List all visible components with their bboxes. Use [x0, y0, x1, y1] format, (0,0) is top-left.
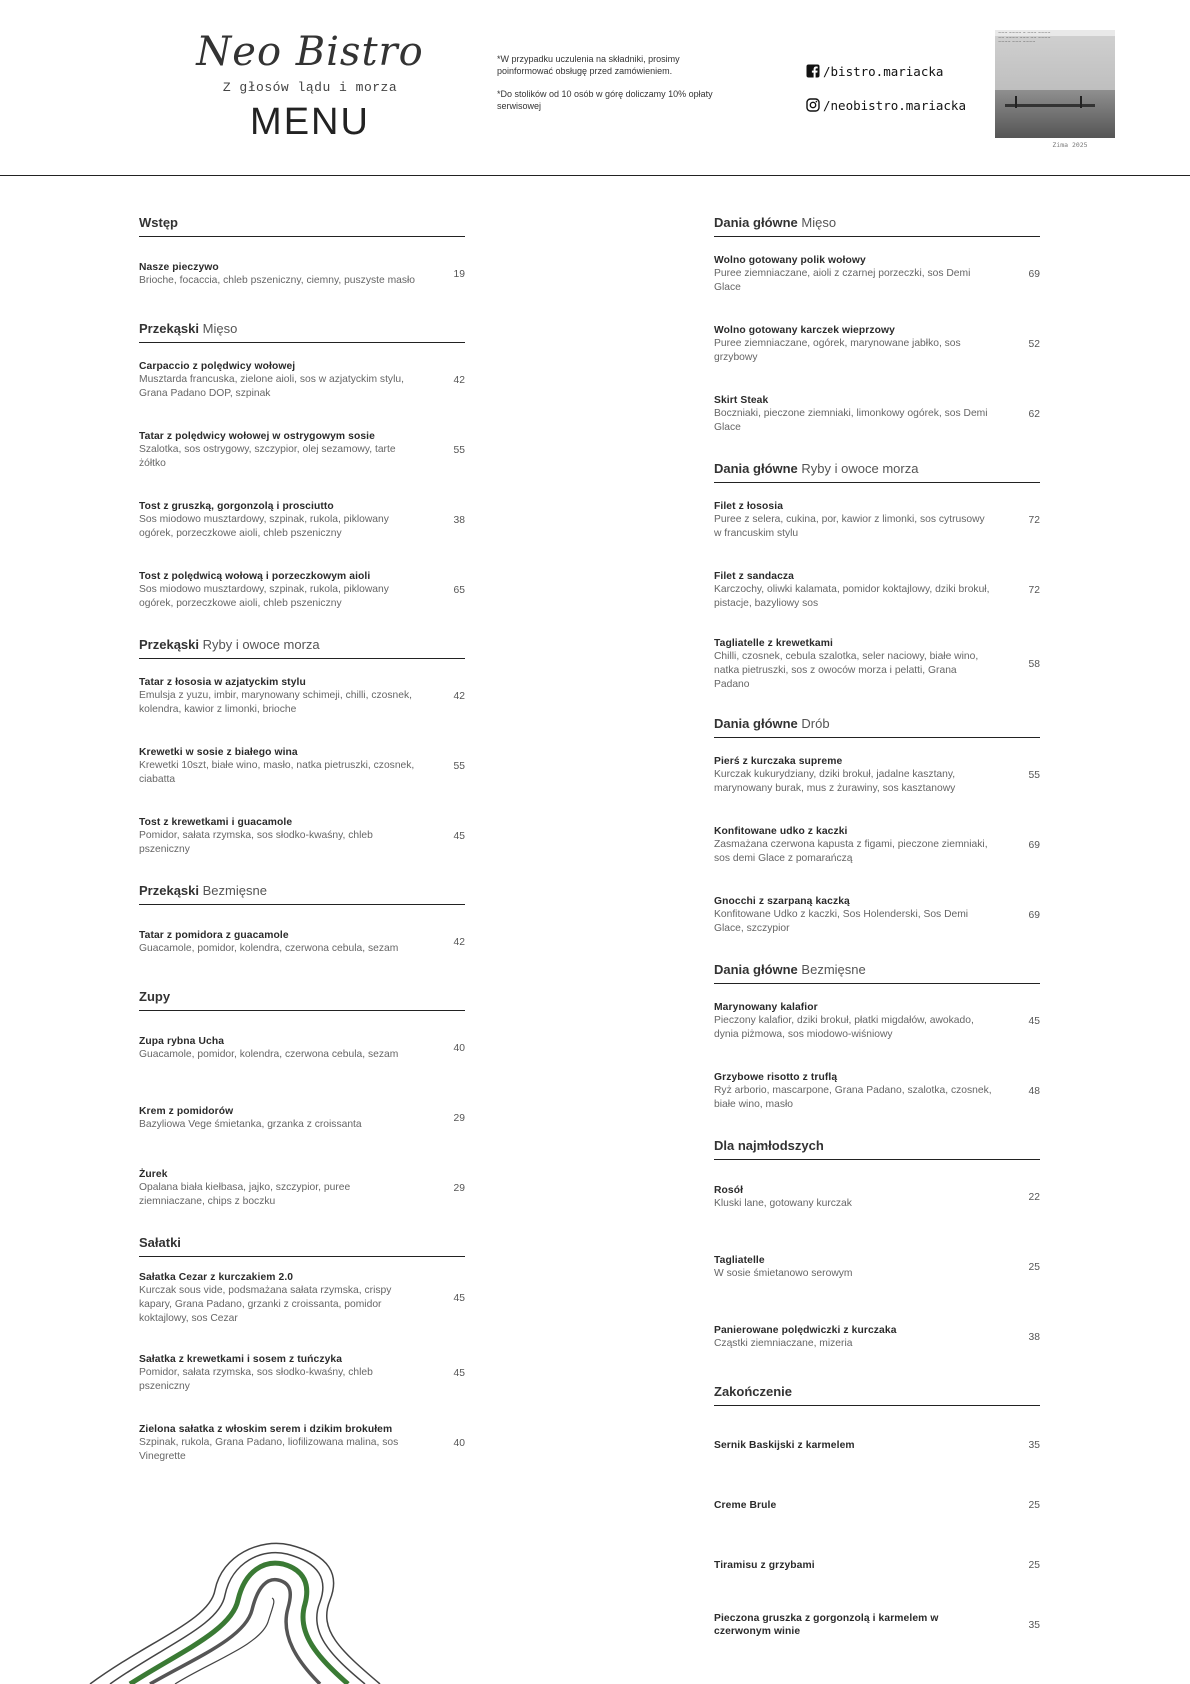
menu-item: [714, 637, 1040, 692]
menu-item-description: Kurczak kukurydziany, dziki brokuł, jadalne kasztany, marynowany burak, mus z żurawiny, sos kasztanowy: [714, 768, 956, 794]
menu-item-name: Zielona sałatka z włoskim serem i dzikim brokułem: [139, 1423, 393, 1435]
menu-item-price: 35: [1028, 1619, 1040, 1631]
section-heading-przekaski-bezmiesne: [139, 883, 465, 905]
menu-item-text: [139, 1168, 417, 1209]
photo-handwritten-note: ~~~ ~~~~ ~ ~~~ ~~~~ ~~ ~~~~ ~~~ ~~ ~~~~ ~~~~ ~~~ ~~~~: [998, 30, 1051, 44]
menu-item-name: Tatar z polędwicy wołowej w ostrygowym sosie: [139, 430, 375, 442]
menu-item: [714, 752, 1040, 798]
menu-item: [714, 497, 1040, 543]
facebook-icon: [806, 64, 820, 78]
menu-item-description: Sos miodowo musztardowy, szpinak, rukola, piklowany ogórek, porzeczkowe aioli, chleb pszeniczny: [139, 513, 389, 539]
menu-item-price: 55: [453, 444, 465, 456]
menu-item-price: 40: [453, 1042, 465, 1054]
menu-item-price: 25: [1028, 1559, 1040, 1571]
menu-item: [139, 1271, 465, 1326]
menu-item: [714, 892, 1040, 938]
menu-item-text: [714, 1559, 992, 1572]
photo-sky: [995, 36, 1115, 96]
menu-item-name: Grzybowe risotto z truflą: [714, 1071, 838, 1083]
menu-item-description: Krewetki 10szt, białe wino, masło, natka pietruszki, czosnek, ciabatta: [139, 759, 415, 785]
menu-item-text: [139, 261, 417, 288]
menu-item-price: 42: [453, 374, 465, 386]
menu-item-description: Emulsja z yuzu, imbir, marynowany schimeji, chilli, czosnek, kolendra, kawior z limonki, brioche: [139, 689, 412, 715]
menu-item-name: Sałatka Cezar z kurczakiem 2.0: [139, 1272, 294, 1283]
menu-item-description: Puree ziemniaczane, aioli z czarnej porzeczki, sos Demi Glace: [714, 267, 971, 293]
section-heading-dania-glowne-bezmiesne: [714, 962, 1040, 984]
brand-logo: Neo Bistro: [196, 29, 424, 75]
menu-item-description: Pomidor, sałata rzymska, sos słodko-kwaśny, chleb pszeniczny: [139, 829, 373, 855]
menu-item: [139, 427, 465, 473]
menu-item-description: Pomidor, sałata rzymska, sos słodko-kwaśny, chleb pszeniczny: [139, 1366, 373, 1392]
allergy-note: *W przypadku uczulenia na składniki, prosimy poinformować obsługę przed zamówieniem.: [497, 54, 680, 76]
menu-item-price: 65: [453, 584, 465, 596]
section-subtitle: Ryby i owoce morza: [202, 637, 320, 652]
menu-item-name: Skirt Steak: [714, 394, 769, 406]
menu-item-price: 45: [453, 1367, 465, 1379]
menu-item-name: Krem z pomidorów: [139, 1105, 234, 1117]
menu-item: [139, 1025, 465, 1071]
menu-item-price: 55: [453, 760, 465, 772]
menu-item-price: 72: [1028, 514, 1040, 526]
section-title: Dania główne: [714, 716, 798, 731]
section-heading-zupy: [139, 989, 465, 1011]
menu-header: [0, 0, 1190, 176]
menu-item-description: Guacamole, pomidor, kolendra, czerwona cebula, sezam: [139, 942, 399, 954]
brand-block: [190, 28, 430, 144]
menu-item-price: 45: [453, 830, 465, 842]
menu-item-price: 19: [453, 268, 465, 280]
menu-item-text: [139, 1353, 417, 1394]
menu-item-description: Musztarda francuska, zielone aioli, sos w azjatyckim stylu, Grana Padano DOP, szpinak: [139, 373, 404, 399]
menu-item-name: Tagliatelle z krewetkami: [714, 638, 833, 649]
menu-item-name: Sałatka z krewetkami i sosem z tuńczyka: [139, 1353, 343, 1365]
menu-item-text: [714, 637, 992, 692]
menu-item-text: [714, 895, 992, 936]
menu-item-name: Krewetki w sosie z białego wina: [139, 746, 298, 758]
menu-item-name: Tost z polędwicą wołową i porzeczkowym aioli: [139, 570, 371, 582]
menu-item-name: Wolno gotowany polik wołowy: [714, 254, 866, 266]
menu-item-text: [714, 1184, 992, 1211]
menu-item-description: Guacamole, pomidor, kolendra, czerwona cebula, sezam: [139, 1048, 399, 1060]
menu-item-name: Carpaccio z polędwicy wołowej: [139, 360, 296, 372]
menu-item-price: 25: [1028, 1499, 1040, 1511]
menu-item: [714, 1432, 1040, 1458]
menu-item-description: Karczochy, oliwki kalamata, pomidor koktajlowy, dziki brokuł, pistacje, bazyliowy sos: [714, 583, 990, 609]
menu-item-name: Zupa rybna Ucha: [139, 1035, 225, 1047]
menu-item-text: [714, 825, 992, 866]
menu-item-name: Marynowany kalafior: [714, 1001, 818, 1013]
menu-item-text: [714, 254, 992, 295]
menu-item-price: 40: [453, 1437, 465, 1449]
menu-item: [139, 567, 465, 613]
menu-item-description: Puree ziemniaczane, ogórek, marynowane jabłko, sos grzybowy: [714, 337, 961, 363]
menu-item-description: Ryż arborio, mascarpone, Grana Padano, szalotka, czosnek, białe wino, masło: [714, 1084, 992, 1110]
service-fee-note: *Do stolików od 10 osób w górę doliczamy 10% opłaty serwisowej: [497, 89, 713, 111]
menu-item: [714, 321, 1040, 367]
menu-item-text: [139, 1271, 417, 1326]
menu-item: [714, 391, 1040, 437]
menu-item: [714, 1552, 1040, 1578]
menu-item-price: 25: [1028, 1261, 1040, 1273]
menu-item-text: [714, 570, 992, 611]
section-title: Zupy: [139, 989, 171, 1004]
seaside-photo: [995, 30, 1115, 138]
menu-item-description: Sos miodowo musztardowy, szpinak, rukola, piklowany ogórek, porzeczkowe aioli, chleb pszeniczny: [139, 583, 389, 609]
menu-item-description: Cząstki ziemniaczane, mizeria: [714, 1337, 853, 1349]
menu-item-name: Tiramisu z grzybami: [714, 1559, 815, 1571]
menu-item-price: 69: [1028, 909, 1040, 921]
menu-item-price: 55: [1028, 769, 1040, 781]
menu-item-description: Opalana biała kiełbasa, jajko, szczypior, puree ziemniaczane, chips z boczku: [139, 1181, 351, 1207]
notes-block: [497, 53, 717, 123]
photo-post: [1015, 96, 1017, 108]
menu-item: [139, 919, 465, 965]
section-title: Dla najmłodszych: [714, 1138, 824, 1153]
menu-item: [139, 673, 465, 719]
menu-item-price: 52: [1028, 338, 1040, 350]
menu-item: [714, 1174, 1040, 1220]
menu-item-description: W sosie śmietanowo serowym: [714, 1267, 853, 1279]
section-title: Wstęp: [139, 215, 178, 230]
menu-item-text: [139, 676, 417, 717]
social-links: [806, 63, 966, 131]
menu-item-text: [139, 1423, 417, 1464]
menu-item: [139, 1420, 465, 1466]
menu-item-name: Panierowane polędwiczki z kurczaka: [714, 1324, 897, 1336]
menu-item-name: Tatar z łososia w azjatyckim stylu: [139, 676, 306, 688]
section-heading-przekaski-ryby-i-owoce-morza: [139, 637, 465, 659]
menu-item-price: 29: [453, 1182, 465, 1194]
menu-item-name: Tost z krewetkami i guacamole: [139, 816, 293, 828]
facebook-link[interactable]: [806, 63, 966, 79]
menu-item-name: Wolno gotowany karczek wieprzowy: [714, 324, 895, 336]
menu-item-price: 48: [1028, 1085, 1040, 1097]
menu-item-text: [714, 1499, 992, 1512]
menu-item: [714, 567, 1040, 613]
menu-item: [139, 357, 465, 403]
menu-item: [714, 251, 1040, 297]
menu-item-price: 38: [1028, 1331, 1040, 1343]
menu-item: [139, 743, 465, 789]
menu-item: [714, 1612, 1040, 1638]
menu-item-text: [714, 1254, 992, 1281]
section-title: Dania główne: [714, 461, 798, 476]
menu-item-text: [139, 1105, 417, 1132]
menu-item-name: Konfitowane udko z kaczki: [714, 825, 848, 837]
menu-item-price: 72: [1028, 584, 1040, 596]
menu-item-description: Chilli, czosnek, cebula szalotka, seler naciowy, białe wino, natka pietruszki, sos z owoców morza i pelatti, Grana Padano: [714, 651, 979, 690]
menu-item-name: Creme Brule: [714, 1499, 777, 1511]
menu-item-text: [139, 500, 417, 541]
section-subtitle: Ryby i owoce morza: [801, 461, 919, 476]
menu-item-description: Brioche, focaccia, chleb pszeniczny, ciemny, puszyste masło: [139, 274, 416, 286]
menu-item-text: [714, 1612, 992, 1638]
menu-item-description: Konfitowane Udko z kaczki, Sos Holenderski, Sos Demi Glace, szczypior: [714, 908, 969, 934]
section-subtitle: Drób: [801, 716, 830, 731]
section-title: Przekąski: [139, 321, 199, 336]
menu-item: [139, 813, 465, 859]
menu-item-name: Tost z gruszką, gorgonzolą i prosciutto: [139, 500, 334, 512]
menu-item-description: Kurczak sous vide, podsmażana sałata rzymska, crispy kapary, Grana Padano, grzanki z croissanta, pomidor koktajlowy, sos Cezar: [139, 1285, 392, 1324]
section-title: Dania główne: [714, 215, 798, 230]
instagram-link[interactable]: [806, 97, 966, 113]
menu-item-text: [714, 1001, 992, 1042]
section-heading-salatki: [139, 1235, 465, 1257]
menu-item: [714, 998, 1040, 1044]
menu-item-name: Nasze pieczywo: [139, 261, 219, 273]
menu-item-name: Pierś z kurczaka supreme: [714, 755, 843, 767]
section-title: Zakończenie: [714, 1384, 793, 1399]
section-subtitle: Bezmięsne: [202, 883, 267, 898]
menu-item: [139, 1350, 465, 1396]
menu-column-left: [139, 215, 465, 1466]
menu-item-name: Gnocchi z szarpaną kaczką: [714, 895, 850, 907]
photo-caption: Zima 2025: [1052, 141, 1088, 149]
section-subtitle: Mięso: [801, 215, 837, 230]
menu-item-price: 29: [453, 1112, 465, 1124]
section-title: Dania główne: [714, 962, 798, 977]
section-heading-wstep: [139, 215, 465, 237]
menu-item-description: Zasmażana czerwona kapusta z figami, pieczone ziemniaki, sos demi Glace z pomarańczą: [714, 838, 988, 864]
facebook-handle: /bistro.mariacka: [823, 63, 944, 79]
menu-item: [139, 1165, 465, 1211]
section-title: Przekąski: [139, 637, 199, 652]
menu-item-text: [714, 324, 992, 365]
menu-item: [139, 251, 465, 297]
menu-item-name: Sernik Baskijski z karmelem: [714, 1439, 855, 1451]
menu-item-name: Filet z łososia: [714, 500, 784, 512]
menu-item-description: Szpinak, rukola, Grana Padano, liofilizowana malina, sos Vinegrette: [139, 1436, 399, 1462]
instagram-handle: /neobistro.mariacka: [823, 97, 966, 113]
menu-item: [714, 1492, 1040, 1518]
menu-item-text: [139, 570, 417, 611]
menu-item-text: [714, 500, 992, 541]
menu-item-text: [714, 394, 992, 435]
menu-item-name: Rosół: [714, 1184, 744, 1196]
menu-item-price: 35: [1028, 1439, 1040, 1451]
menu-item-description: Bazyliowa Vege śmietanka, grzanka z croissanta: [139, 1118, 362, 1130]
menu-item-text: [714, 1071, 992, 1112]
menu-item-description: Pieczony kalafior, dziki brokuł, płatki migdałów, awokado, dynia piżmowa, sos miodowo-wiśniowy: [714, 1014, 974, 1040]
section-title: Przekąski: [139, 883, 199, 898]
menu-item-text: [139, 1035, 417, 1062]
photo-post: [1080, 96, 1082, 108]
menu-item-text: [714, 1324, 992, 1351]
menu-item-name: Filet z sandacza: [714, 570, 794, 582]
instagram-icon: [806, 98, 820, 112]
menu-item-description: Szalotka, sos ostrygowy, szczypior, olej sezamowy, tarte żółtko: [139, 443, 396, 469]
section-heading-dla-najmlodszych: [714, 1138, 1040, 1160]
menu-item-text: [139, 746, 417, 787]
menu-item-price: 42: [453, 690, 465, 702]
menu-item: [139, 1095, 465, 1141]
menu-item-description: Kluski lane, gotowany kurczak: [714, 1197, 852, 1209]
menu-item-text: [714, 755, 992, 796]
menu-item: [714, 822, 1040, 868]
menu-item-price: 62: [1028, 408, 1040, 420]
menu-item-name: Pieczona gruszka z gorgonzolą i karmelem w czerwonym winie: [714, 1613, 939, 1637]
section-heading-przekaski-mieso: [139, 321, 465, 343]
menu-item-price: 45: [453, 1293, 465, 1304]
menu-title: MENU: [250, 101, 370, 143]
section-subtitle: Mięso: [202, 321, 238, 336]
menu-item: [139, 497, 465, 543]
coastline-decoration: [0, 1530, 420, 1684]
brand-tagline: Z głosów lądu i morza: [222, 80, 398, 95]
section-title: Sałatki: [139, 1235, 181, 1250]
menu-item-text: [139, 929, 417, 956]
section-heading-zakonczenie: [714, 1384, 1040, 1406]
menu-item-description: Boczniaki, pieczone ziemniaki, limonkowy ogórek, sos Demi Glace: [714, 407, 988, 433]
section-heading-dania-glowne-ryby-i-owoce-morza: [714, 461, 1040, 483]
menu-item: [714, 1314, 1040, 1360]
menu-item-name: Tatar z pomidora z guacamole: [139, 929, 289, 941]
menu-item-name: Żurek: [139, 1168, 168, 1180]
menu-item-text: [139, 360, 417, 401]
section-heading-dania-glowne-mieso: [714, 215, 1040, 237]
menu-column-right: [714, 215, 1040, 1638]
section-heading-dania-glowne-drob: [714, 716, 1040, 738]
photo-sea: [995, 90, 1115, 138]
menu-item: [714, 1068, 1040, 1114]
menu-item-text: [139, 816, 417, 857]
menu-item-text: [139, 430, 417, 471]
menu-item-price: 69: [1028, 839, 1040, 851]
menu-item-text: [714, 1439, 992, 1452]
menu-item-price: 69: [1028, 268, 1040, 280]
menu-item-price: 45: [1028, 1015, 1040, 1027]
section-subtitle: Bezmięsne: [801, 962, 866, 977]
menu-item-price: 42: [453, 936, 465, 948]
menu-item-name: Tagliatelle: [714, 1254, 765, 1266]
menu-item-price: 58: [1028, 659, 1040, 670]
menu-item-description: Puree z selera, cukina, por, kawior z limonki, sos cytrusowy w francuskim stylu: [714, 513, 985, 539]
menu-item-price: 22: [1028, 1191, 1040, 1203]
menu-item-price: 38: [453, 514, 465, 526]
menu-item: [714, 1244, 1040, 1290]
